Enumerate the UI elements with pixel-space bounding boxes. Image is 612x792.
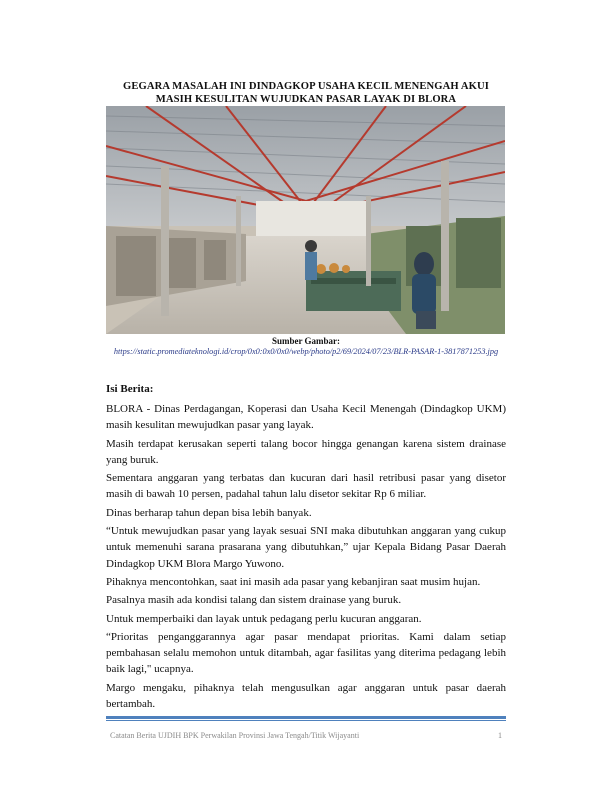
image-source-link[interactable]: https://static.promediateknologi.id/crop/0x0:0x0/0x0/webp/photo/p2/69/2024/07/23/BLR-PASAR-1-3817871253.jpg [113,347,499,356]
footer-rule [106,716,506,719]
paragraph: Dinas berharap tahun depan bisa lebih banyak. [106,506,312,519]
page-footer [110,731,502,740]
paragraph: Pihaknya mencontohkan, saat ini masih ada pasar yang kebanjiran saat musim hujan. [106,575,481,588]
paragraph: Untuk memperbaiki dan layak untuk pedagang perlu kucuran anggaran. [106,612,422,625]
footer-rule-thin [106,720,506,721]
footer-credit: Catatan Berita UJDIH BPK Perwakilan Provinsi Jawa Tengah/Titik Wijayanti [110,731,360,740]
paragraph: Margo mengaku, pihaknya telah mengusulkan agar anggaran untuk pasar daerah bertambah. [106,681,506,711]
paragraph: “Prioritas penganggarannya agar pasar mendapat prioritas. Kami dalam setiap pembahasan selalu memohon untuk ditambah, agar fasilitas yang diterima pedagang lebih baik lagi," ucapnya. [106,630,506,676]
image-caption-label: Sumber Gambar: [271,336,341,346]
paragraph: Sementara anggaran yang terbatas dan kucuran dari hasil retribusi pasar yang disetor masih di bawah 10 persen, padahal tahun lalu disetor sekitar Rp 6 miliar. [106,472,506,501]
article-body [106,381,506,714]
paragraph: “Untuk mewujudkan pasar yang layak sesuai SNI maka dibutuhkan anggaran yang cukup untuk memenuhi sarana prasarana yang dibutuhkan,” ujar Kepala Bidang Pasar Daerah Dindagkop UKM Blora Margo Yuwono. [106,525,506,570]
paragraph: Pasalnya masih ada kondisi talang dan sistem drainase yang buruk. [106,594,402,607]
market-photo [106,106,505,334]
section-heading: Isi Berita: [106,383,154,395]
document-title: GEGARA MASALAH INI DINDAGKOP USAHA KECIL MENENGAH AKUI MASIH KESULITAN WUJUDKAN PASAR LAYAK DI BLORA [123,81,489,105]
paragraph: Masih terdapat kerusakan seperti talang bocor hingga genangan karena sistem drainase yang buruk. [106,437,506,466]
paragraph: BLORA - Dinas Perdagangan, Koperasi dan Usaha Kecil Menengah (Dindagkop UKM) masih kesulitan mewujudkan pasar yang layak. [106,403,506,432]
page-number: 1 [498,731,502,740]
